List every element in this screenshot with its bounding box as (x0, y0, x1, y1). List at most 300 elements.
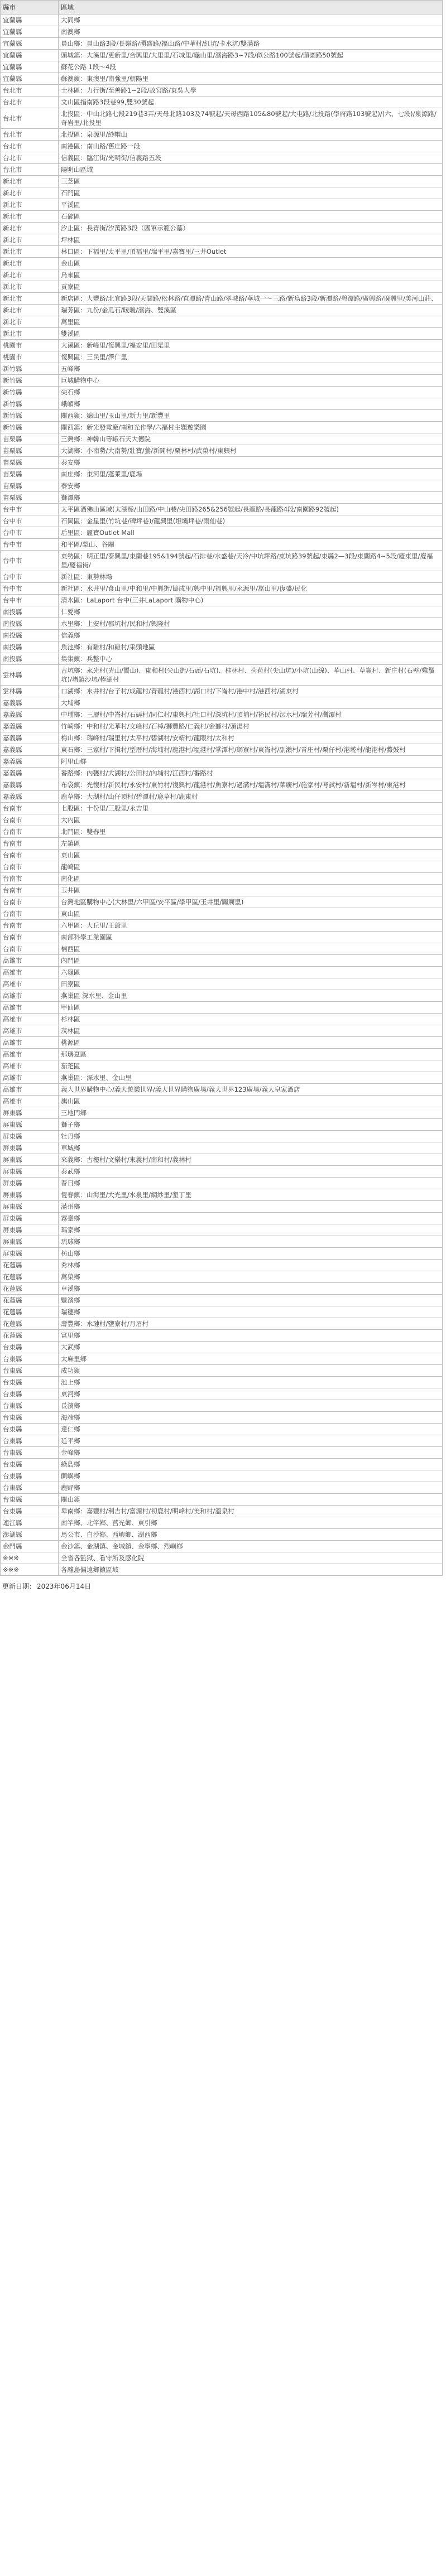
area-cell: 后里區：麗寶Outlet Mall (59, 527, 443, 539)
area-cell: 新店區：大豐路/北宜路3段/天闆路/松林路/直潭路/青山路/翠城路/華城一～三路/新烏路3段/新潭路/碧潭路/廣興路/廣興里/美河山莊、 (59, 293, 443, 305)
area-cell: 恆春鎮：山海里/大光里/水泉里/網紗里/墾丁里 (59, 1189, 443, 1201)
table-row (1, 375, 443, 387)
table-row (1, 814, 443, 826)
table-row (1, 873, 443, 885)
city-cell: 台南市 (1, 814, 59, 826)
city-cell: 南投縣 (1, 606, 59, 618)
city-cell: 花蓮縣 (1, 1306, 59, 1318)
table-row (1, 885, 443, 896)
city-cell: 高雄市 (1, 990, 59, 1002)
city-cell: 台南市 (1, 932, 59, 943)
table-row (1, 97, 443, 108)
table-row (1, 1412, 443, 1424)
city-cell: 屏東縣 (1, 1154, 59, 1166)
area-cell: 馬公市、白沙鄉、西嶼鄉、湖西鄉 (59, 1529, 443, 1541)
table-row (1, 697, 443, 709)
area-cell: 金峰鄉 (59, 1447, 443, 1459)
area-cell: 石門區 (59, 187, 443, 199)
city-cell: 高雄市 (1, 967, 59, 978)
table-row (1, 861, 443, 873)
city-cell: 屏東縣 (1, 1189, 59, 1201)
city-cell: 苗栗縣 (1, 457, 59, 469)
table-row (1, 50, 443, 61)
city-cell: 台東縣 (1, 1342, 59, 1353)
city-cell: 嘉義縣 (1, 697, 59, 709)
area-cell: 金沙鎮、金湖鎮、金城鎮、金寧鄉、烈嶼鄉 (59, 1541, 443, 1552)
area-cell: 東山區 (59, 850, 443, 861)
area-cell: 車城鄉 (59, 1142, 443, 1154)
area-cell: 豐濱鄉 (59, 1295, 443, 1306)
city-cell: 新竹縣 (1, 410, 59, 422)
city-cell: 新北市 (1, 293, 59, 305)
area-cell: 泰安鄉 (59, 457, 443, 469)
update-date (0, 1576, 446, 1591)
area-cell: 水里鄉：上安村/郡坑村/民和村/興隆村 (59, 618, 443, 630)
table-row (1, 1189, 443, 1201)
table-row (1, 316, 443, 328)
area-cell: 東石鄉：三家村/下揖村/型厝村/海埔村/龍港村/塭港村/掌潭村/網寮村/東崙村/副瀨村/青庄村/栗仔村/港墘村/龍港村/鰲鼓村 (59, 744, 443, 756)
city-cell: 嘉義縣 (1, 744, 59, 756)
table-row (1, 732, 443, 744)
city-cell: 新竹縣 (1, 363, 59, 375)
table-row (1, 1306, 443, 1318)
table-row (1, 387, 443, 398)
city-cell: 花蓮縣 (1, 1295, 59, 1306)
table-row (1, 1424, 443, 1435)
table-row (1, 1049, 443, 1060)
city-cell: 台東縣 (1, 1365, 59, 1377)
table-row (1, 1236, 443, 1248)
table-row (1, 152, 443, 164)
area-cell: 復興區：三民里/澤仁里 (59, 351, 443, 363)
table-row (1, 269, 443, 281)
area-cell: 茄萣區 (59, 1060, 443, 1072)
area-cell: 關西鎮：新光發電廠/南和光作學/六福村主題遊樂園 (59, 422, 443, 433)
table-row (1, 281, 443, 293)
area-cell: 富里鄉 (59, 1330, 443, 1342)
area-cell: 太平區酒佛山區域(太湖極/山田路/中山巷/尖田路265&256號起/長龍路/長龍路4段/南園路92號起) (59, 504, 443, 515)
area-cell: 甲仙區 (59, 1002, 443, 1014)
table-row (1, 433, 443, 445)
area-cell: 田寮區 (59, 978, 443, 990)
city-cell: 雲林縣 (1, 665, 59, 686)
city-cell: 台東縣 (1, 1470, 59, 1482)
area-cell: 旗山區 (59, 1096, 443, 1107)
table-row (1, 896, 443, 908)
table-row (1, 630, 443, 641)
area-cell: 延平鄉 (59, 1435, 443, 1447)
table-row (1, 1353, 443, 1365)
area-cell: 萬榮鄉 (59, 1271, 443, 1283)
city-cell: 宜蘭縣 (1, 73, 59, 85)
city-cell: 屏東縣 (1, 1166, 59, 1178)
table-row (1, 445, 443, 457)
area-cell: 七股區：十份里/三股里/永吉里 (59, 803, 443, 814)
city-cell: 台中市 (1, 504, 59, 515)
table-row (1, 686, 443, 697)
city-cell: ※※※ (1, 1552, 59, 1564)
table-row (1, 469, 443, 480)
area-cell: 東河鄉 (59, 1388, 443, 1400)
area-cell: 東勢區：明正里/泰興里/東蘭巷195&194號起/石排巷/水盛巷/天冷/中坑坪路/東坑路39號起/東縣2—3段/東關路4~5段/慶東里/慶福里/慶福街/ (59, 551, 443, 571)
table-row (1, 779, 443, 791)
city-cell: 屏東縣 (1, 1107, 59, 1119)
table-row (1, 223, 443, 234)
area-cell: 北門區：雙春里 (59, 826, 443, 838)
table-row (1, 26, 443, 38)
table-row (1, 108, 443, 129)
city-cell: 台北市 (1, 141, 59, 152)
table-row (1, 1037, 443, 1049)
city-cell: 台北市 (1, 129, 59, 141)
city-cell: 宜蘭縣 (1, 26, 59, 38)
city-cell: 宜蘭縣 (1, 61, 59, 73)
area-cell: 茂林區 (59, 1025, 443, 1037)
city-cell: 台南市 (1, 803, 59, 814)
city-cell: 台中市 (1, 571, 59, 583)
area-cell: 秀林鄉 (59, 1260, 443, 1271)
area-cell: 池上鄉 (59, 1377, 443, 1388)
city-cell: 台南市 (1, 861, 59, 873)
city-cell: 苗栗縣 (1, 492, 59, 504)
city-cell: 宜蘭縣 (1, 15, 59, 26)
city-cell: 台北市 (1, 85, 59, 97)
area-cell: 峨嵋鄉 (59, 398, 443, 410)
area-cell: 南部科學工業園區 (59, 932, 443, 943)
table-row (1, 457, 443, 469)
city-cell: 花蓮縣 (1, 1330, 59, 1342)
table-row (1, 1142, 443, 1154)
area-cell: 牡丹鄉 (59, 1131, 443, 1142)
area-cell: 南化區 (59, 873, 443, 885)
city-cell: 台南市 (1, 850, 59, 861)
table-row (1, 1201, 443, 1213)
table-row (1, 850, 443, 861)
city-cell: 台北市 (1, 97, 59, 108)
table-row (1, 129, 443, 141)
city-cell: 新北市 (1, 176, 59, 187)
table-row (1, 199, 443, 211)
area-cell: 五峰鄉 (59, 363, 443, 375)
table-row (1, 258, 443, 269)
area-cell: 大湖鄉：小南勢/大南勢/壯寶/鶯/新開村/栗林村/武榮村/東興村 (59, 445, 443, 457)
area-cell: 蘇澳鎮：東澳里/南強里/朝陽里 (59, 73, 443, 85)
area-cell: 海端鄉 (59, 1412, 443, 1424)
table-row (1, 932, 443, 943)
area-cell: 關西鎮：錦山里/玉山里/新力里/新豐里 (59, 410, 443, 422)
table-row (1, 1552, 443, 1564)
table-row (1, 176, 443, 187)
table-row (1, 515, 443, 527)
table-row (1, 492, 443, 504)
area-cell: 汐止區：長青街/汐萬路3段（國軍示範公墓） (59, 223, 443, 234)
table-row (1, 211, 443, 223)
city-cell: ※※※ (1, 1564, 59, 1576)
table-row (1, 1084, 443, 1096)
city-cell: 新北市 (1, 281, 59, 293)
table-row (1, 246, 443, 258)
table-row (1, 1365, 443, 1377)
area-cell: 尖石鄉 (59, 387, 443, 398)
city-cell: 苗栗縣 (1, 445, 59, 457)
area-cell: 東山區 (59, 908, 443, 920)
city-cell: 台南市 (1, 826, 59, 838)
area-cell: 瑞芳區：九份/金瓜石/暖暖/濱海、雙溪區 (59, 305, 443, 316)
area-cell: 和平區/梨山、谷關 (59, 539, 443, 551)
city-cell: 桃園市 (1, 340, 59, 351)
city-cell: 連江縣 (1, 1517, 59, 1529)
table-row (1, 595, 443, 606)
city-cell: 雲林縣 (1, 686, 59, 697)
table-row (1, 328, 443, 340)
area-cell: 番路鄉：內甕村/大湖村/公田村/內埔村/江西村/番路村 (59, 768, 443, 779)
table-row (1, 1482, 443, 1494)
table-row (1, 1388, 443, 1400)
area-cell: 霧臺鄉 (59, 1213, 443, 1224)
table-row (1, 1271, 443, 1283)
city-cell: 台東縣 (1, 1494, 59, 1506)
area-cell: 六甲區：大丘里/王爺里 (59, 920, 443, 932)
table-row (1, 234, 443, 246)
area-cell: 三灣鄉：神韓山等峨石天大德院 (59, 433, 443, 445)
city-cell: 高雄市 (1, 1002, 59, 1014)
area-cell: 布袋鎮：光復村/新民村/永安村/東竹村/復興村/龍港村/魚寮村/過溝村/塭溝村/菜廣村/施家村/考試村/新塭村/新岑村/東港村 (59, 779, 443, 791)
area-cell: 桃源區 (59, 1037, 443, 1049)
table-row (1, 721, 443, 732)
city-cell: 台中市 (1, 583, 59, 595)
table-row (1, 1119, 443, 1131)
area-cell: 卑南鄉：嘉豐村/利吉村/富源村/初鹿村/明峰村/美和村/溫泉村 (59, 1506, 443, 1517)
city-cell: 宜蘭縣 (1, 50, 59, 61)
area-cell: 南港區：南山路/舊庄路一段 (59, 141, 443, 152)
table-row (1, 744, 443, 756)
update-date-value: 2023年06月14日 (37, 1583, 92, 1590)
table-row (1, 1224, 443, 1236)
city-cell: 新北市 (1, 258, 59, 269)
area-cell: 竹崎鄉：中和村/光華村/文峰村/石棹/獅豐路/仁義村/金獅村/頭湯村 (59, 721, 443, 732)
table-row (1, 1072, 443, 1084)
table-row (1, 1025, 443, 1037)
area-cell: 南竿鄉、北竿鄉、莒光鄉、東引鄉 (59, 1517, 443, 1529)
city-cell: 新竹縣 (1, 398, 59, 410)
city-cell: 新北市 (1, 211, 59, 223)
city-cell: 花蓮縣 (1, 1260, 59, 1271)
city-cell: 台北市 (1, 164, 59, 176)
city-cell: 金門縣 (1, 1541, 59, 1552)
table-row (1, 1506, 443, 1517)
area-cell: 信義鄉 (59, 630, 443, 641)
table-row (1, 410, 443, 422)
area-cell: 龍崎區 (59, 861, 443, 873)
city-cell: 屏東縣 (1, 1213, 59, 1224)
area-cell: 頭城鎮：大溪里/更新里/合興里/大里里/石城里/龜山里/濱海路3~7段/似公路100號起/頭圍路50號起 (59, 50, 443, 61)
area-cell: 烏來區 (59, 269, 443, 281)
city-cell: 台中市 (1, 595, 59, 606)
city-cell: 台東縣 (1, 1377, 59, 1388)
table-row (1, 1002, 443, 1014)
city-cell: 嘉義縣 (1, 768, 59, 779)
table-row (1, 665, 443, 686)
area-cell: 大內區 (59, 814, 443, 826)
table-row (1, 422, 443, 433)
table-row (1, 803, 443, 814)
table-row (1, 1541, 443, 1552)
area-cell: 左鎮區 (59, 838, 443, 850)
city-cell: 高雄市 (1, 1084, 59, 1096)
city-cell: 高雄市 (1, 1072, 59, 1084)
city-cell: 新竹縣 (1, 375, 59, 387)
city-cell: 嘉義縣 (1, 756, 59, 768)
table-row (1, 305, 443, 316)
table-row (1, 791, 443, 803)
table-row (1, 1470, 443, 1482)
table-row (1, 1107, 443, 1119)
city-cell: 台中市 (1, 515, 59, 527)
city-cell: 新北市 (1, 187, 59, 199)
city-cell: 高雄市 (1, 1049, 59, 1060)
area-cell: 瑪家鄉 (59, 1224, 443, 1236)
table-row (1, 187, 443, 199)
city-cell: 高雄市 (1, 955, 59, 967)
city-cell: 台東縣 (1, 1435, 59, 1447)
area-cell: 士林區：力行街/至善路1~2段/故宮路/東吳大學 (59, 85, 443, 97)
city-cell: 高雄市 (1, 978, 59, 990)
table-row (1, 293, 443, 305)
area-cell: 玉井區 (59, 885, 443, 896)
table-row (1, 838, 443, 850)
city-cell: 苗栗縣 (1, 480, 59, 492)
table-row (1, 1318, 443, 1330)
city-cell: 台東縣 (1, 1459, 59, 1470)
area-cell: 林口區：下福里/太平里/頂福里/瑞平里/嘉寶里/三井Outlet (59, 246, 443, 258)
area-cell: 楠西區 (59, 943, 443, 955)
city-cell: 新北市 (1, 199, 59, 211)
update-date-label: 更新日期： (2, 1583, 36, 1590)
area-cell: 梅山鄉：瑞峰村/瑞里村/太平村/碧湖村/安靖村/龍眼村/太和村 (59, 732, 443, 744)
table-row (1, 1517, 443, 1529)
area-cell: 阿里山鄉 (59, 756, 443, 768)
table-row (1, 1260, 443, 1271)
city-cell: 台東縣 (1, 1447, 59, 1459)
area-cell: 燕巢區：深水里、金山里 (59, 1072, 443, 1084)
area-cell: 綠島鄉 (59, 1459, 443, 1470)
city-cell: 新北市 (1, 316, 59, 328)
area-cell: 大溪區：新峰里/復興里/福安里/田渠里 (59, 340, 443, 351)
city-cell: 台中市 (1, 527, 59, 539)
table-row (1, 606, 443, 618)
column-header-city: 縣市 (1, 1, 59, 15)
city-cell: 台東縣 (1, 1400, 59, 1412)
table-row (1, 1154, 443, 1166)
area-cell: 萬里區 (59, 316, 443, 328)
table-row (1, 826, 443, 838)
table-row (1, 571, 443, 583)
table-row (1, 1342, 443, 1353)
table-row (1, 527, 443, 539)
city-cell: 嘉義縣 (1, 709, 59, 721)
area-cell: 枋山鄉 (59, 1248, 443, 1260)
area-cell: 鹿野鄉 (59, 1482, 443, 1494)
area-cell: 大同鄉 (59, 15, 443, 26)
table-row (1, 978, 443, 990)
city-cell: 新北市 (1, 246, 59, 258)
city-cell: 新北市 (1, 223, 59, 234)
area-cell: 貢寮區 (59, 281, 443, 293)
city-cell: 台南市 (1, 885, 59, 896)
city-cell: 新竹縣 (1, 422, 59, 433)
table-row (1, 1131, 443, 1142)
area-cell: 巨城購物中心 (59, 375, 443, 387)
table-row (1, 641, 443, 653)
area-cell: 獅子鄉 (59, 1119, 443, 1131)
table-row (1, 141, 443, 152)
city-cell: 屏東縣 (1, 1119, 59, 1131)
area-cell: 口湖鄉：水井村/台子村/成龍村/青龍村/港西村/湖口村/下崙村/港中村/港西村/湖東村 (59, 686, 443, 697)
area-cell: 坪林區 (59, 234, 443, 246)
area-cell: 達仁鄉 (59, 1424, 443, 1435)
city-cell: 台中市 (1, 551, 59, 571)
table-row (1, 164, 443, 176)
table-row (1, 920, 443, 932)
area-cell: 台灣地區購物中心(大林里/六甲區/安平區/學甲區/玉井里/關廟里) (59, 896, 443, 908)
area-cell: 滿州鄉 (59, 1201, 443, 1213)
area-cell: 金山區 (59, 258, 443, 269)
city-cell: 台南市 (1, 838, 59, 850)
table-row (1, 340, 443, 351)
city-cell: 台東縣 (1, 1424, 59, 1435)
city-cell: 嘉義縣 (1, 732, 59, 744)
area-cell: 蘭嶼鄉 (59, 1470, 443, 1482)
city-cell: 高雄市 (1, 1096, 59, 1107)
city-cell: 南投縣 (1, 653, 59, 665)
table-row (1, 709, 443, 721)
table-row (1, 38, 443, 50)
city-cell: 南投縣 (1, 618, 59, 630)
city-cell: 嘉義縣 (1, 721, 59, 732)
column-header-area: 區域 (59, 1, 443, 15)
area-cell: 長濱鄉 (59, 1400, 443, 1412)
table-row (1, 1435, 443, 1447)
area-cell: 琉球鄉 (59, 1236, 443, 1248)
table-row (1, 1377, 443, 1388)
area-cell: 南庄鄉：東河里/蓬萊里/鹿場 (59, 469, 443, 480)
table-row (1, 504, 443, 515)
table-row (1, 351, 443, 363)
city-cell: 高雄市 (1, 1037, 59, 1049)
table-row (1, 73, 443, 85)
city-cell: 高雄市 (1, 1014, 59, 1025)
area-cell: 雙溪區 (59, 328, 443, 340)
area-cell: 集集鎮：兵整中心 (59, 653, 443, 665)
city-cell: 花蓮縣 (1, 1283, 59, 1295)
table-row (1, 1014, 443, 1025)
table-header-row (1, 1, 443, 15)
city-cell: 台北市 (1, 108, 59, 129)
area-cell: 陽明山區域 (59, 164, 443, 176)
area-cell: 蘇花公路 1段～4段 (59, 61, 443, 73)
city-cell: 台東縣 (1, 1353, 59, 1365)
area-cell: 關山鎮 (59, 1494, 443, 1506)
city-cell: 新竹縣 (1, 387, 59, 398)
area-cell: 仁愛鄉 (59, 606, 443, 618)
table-row (1, 1400, 443, 1412)
city-cell: 台東縣 (1, 1388, 59, 1400)
area-cell: 泰武鄉 (59, 1166, 443, 1178)
area-cell: 南澳鄉 (59, 26, 443, 38)
city-cell: 台東縣 (1, 1506, 59, 1517)
area-cell: 太麻里鄉 (59, 1353, 443, 1365)
city-cell: 澎湖縣 (1, 1529, 59, 1541)
